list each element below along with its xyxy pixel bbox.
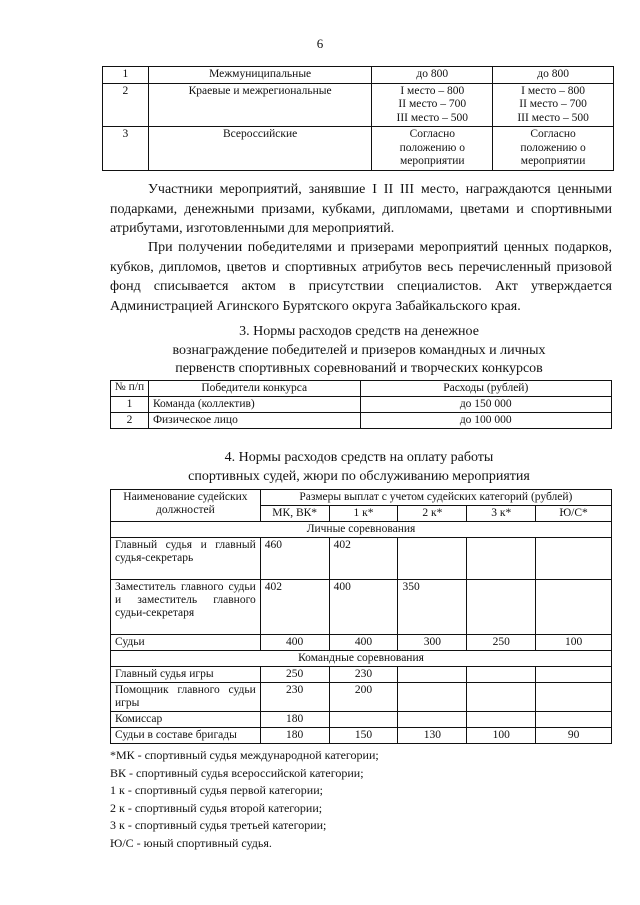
competition-level: Всероссийские — [148, 127, 372, 171]
category-1k: 1 к* — [329, 506, 398, 522]
group-personal: Личные соревнования — [111, 522, 612, 538]
group-row — [111, 651, 612, 667]
note-line: ВК - спортивный судья всероссийской категории; — [110, 765, 364, 780]
table-row: 1 Команда (коллектив) до 150 000 — [111, 397, 612, 413]
table-row: Главный судья игры 250 230 — [111, 667, 612, 683]
table-row: Заместитель главного судьи и заместитель главного судьи-секретаря 402 400 350 — [111, 580, 612, 635]
amount-cell: Согласно положению о мероприятии — [372, 127, 493, 171]
row-number: 1 — [103, 67, 149, 84]
competition-levels-table — [102, 66, 614, 171]
amount-cell: I место – 800 II место – 700 III место – 500 — [493, 83, 614, 127]
category-ys: Ю/С* — [536, 506, 612, 522]
page-number: 6 — [316, 36, 324, 51]
amount-cell: I место – 800 II место – 700 III место – 500 — [372, 83, 493, 127]
category-mk-vk: МК, ВК* — [260, 506, 329, 522]
table-row: 2 Физическое лицо до 100 000 — [111, 413, 612, 429]
header-position: Наименование судейских должностей — [111, 490, 261, 522]
note-line: 2 к - спортивный судья второй категории; — [110, 800, 323, 815]
table-row: Комиссар 180 — [111, 712, 612, 728]
note-line: 3 к - спортивный судья третьей категории; — [110, 818, 327, 832]
table-row: Судьи в составе бригады 180 150 130 100 90 — [111, 728, 612, 744]
group-team: Командные соревнования — [111, 651, 612, 667]
table-row: Главный судья и главный судья-секретарь 460 402 — [111, 538, 612, 580]
judges-payments-table — [110, 489, 612, 744]
header-number: № п/п — [111, 381, 149, 397]
amount-cell: до 800 — [372, 67, 493, 84]
row-number: 3 — [103, 127, 149, 171]
table-row — [103, 83, 614, 127]
competition-level: Межмуниципальные — [148, 67, 372, 84]
table-row: Судьи 400 400 300 250 100 — [111, 635, 612, 651]
awards-paragraph: Участники мероприятий, занявшие I II III место, награждаются ценными подарками, денежными призами, кубками, дипломами, цветами и спортивными атрибутами, изготовленными для мероприятий. — [110, 182, 612, 236]
table-header-row — [111, 381, 612, 397]
header-payments: Размеры выплат с учетом судейских категорий (рублей) — [260, 490, 611, 506]
header-winners: Победители конкурса — [148, 381, 360, 397]
group-row — [111, 522, 612, 538]
amount-cell: Согласно положению о мероприятии — [493, 127, 614, 171]
category-notes — [110, 747, 612, 852]
note-line: 1 к - спортивный судья первой категории; — [110, 783, 323, 797]
prize-writeoff-paragraph: При получении победителями и призерами мероприятий ценных подарков, кубков, дипломов, цветов и спортивных атрибутов весь перечисленный призовой фонд списывается актом в присутствии специалистов. Акт утверждается Администрацией Агинского Бурятского округа Забайкальского края. — [110, 240, 612, 314]
note-line: Ю/С - юный спортивный судья. — [110, 835, 272, 850]
winners-expenses-table — [110, 380, 612, 429]
category-3k: 3 к* — [467, 506, 536, 522]
table-header-row — [111, 490, 612, 506]
section-3-heading: 3. Нормы расходов средств на денежное вознаграждение победителей и призеров командных и личных первенств спортивных соревнований и творческих конкурсов — [172, 324, 546, 376]
header-expenses: Расходы (рублей) — [360, 381, 611, 397]
table-row — [103, 127, 614, 171]
table-row — [103, 67, 614, 84]
table-row: Помощник главного судьи игры 230 200 — [111, 683, 612, 712]
category-2k: 2 к* — [398, 506, 467, 522]
section-4-heading: 4. Нормы расходов средств на оплату работы спортивных судей, жюри по обслуживанию мероприятия — [188, 450, 530, 484]
amount-cell: до 800 — [493, 67, 614, 84]
row-number: 2 — [103, 83, 149, 127]
note-line: *МК - спортивный судья международной категории; — [110, 748, 379, 762]
competition-level: Краевые и межрегиональные — [148, 83, 372, 127]
